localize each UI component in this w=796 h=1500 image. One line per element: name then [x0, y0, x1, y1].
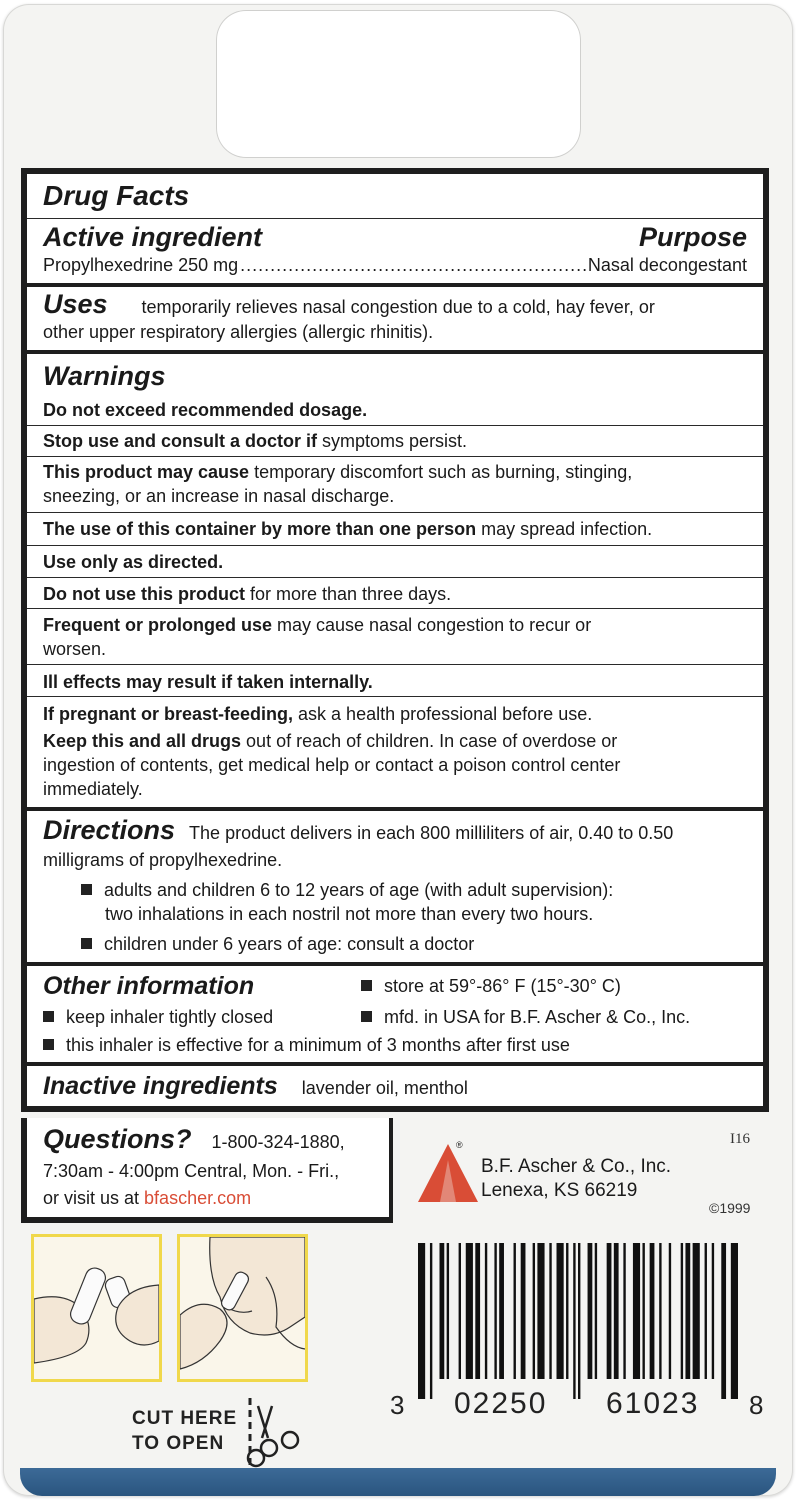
- questions-box: [21, 1118, 393, 1223]
- directions-intro-line2: milligrams of propylhexedrine.: [43, 850, 283, 870]
- barcode-bar: [614, 1243, 619, 1379]
- warning-9-bold: If pregnant or breast-feeding,: [43, 704, 294, 724]
- warning-5: Use only as directed.: [27, 546, 763, 578]
- other-info-mfd: mfd. in USA for B.F. Ascher & Co., Inc.: [384, 1007, 691, 1027]
- barcode-bars: [418, 1243, 738, 1399]
- warning-7-bold: Frequent or prolonged use: [43, 615, 273, 635]
- barcode-bar: [430, 1243, 432, 1399]
- warning-7-line2: worsen.: [43, 639, 107, 659]
- warning-3-text: temporary discomfort such as burning, stinging,: [249, 462, 633, 482]
- warning-6-bold: Do not use this product: [43, 584, 245, 604]
- warning-2-text: symptoms persist.: [317, 431, 468, 451]
- hang-hole: [216, 10, 581, 158]
- company-logo: [416, 1142, 480, 1209]
- barcode-bar: [693, 1243, 700, 1379]
- uncap-inhaler-icon: [34, 1237, 159, 1379]
- bullet-icon: [361, 980, 372, 991]
- warning-2-bold: Stop use and consult a doctor if: [43, 431, 318, 451]
- questions-visit: or visit us at: [43, 1188, 140, 1208]
- warning-10-text: out of reach of children. In case of overdose or: [241, 731, 618, 751]
- barcode-bar: [521, 1243, 526, 1379]
- barcode-bar: [466, 1243, 473, 1379]
- barcode-bar: [633, 1243, 640, 1379]
- barcode-bar: [537, 1243, 544, 1379]
- instruction-pictogram-2: [177, 1234, 308, 1382]
- warning-3: [27, 457, 763, 513]
- directions-section: [27, 811, 763, 966]
- copyright: ©1999: [709, 1200, 751, 1216]
- directions-bullet-1: adults and children 6 to 12 years of age (with adult supervision):: [104, 880, 614, 900]
- other-info-section: [27, 966, 763, 1066]
- barcode-bar: [642, 1243, 644, 1379]
- active-ingredient-heading: Active ingredient: [43, 222, 263, 252]
- barcode-bar: [681, 1243, 683, 1379]
- barcode-left-digit: 3: [390, 1390, 407, 1420]
- leader-dots: [238, 253, 588, 277]
- drug-facts-title: Drug Facts: [43, 180, 190, 211]
- bullet-icon: [43, 1039, 54, 1050]
- purpose-heading: Purpose: [638, 222, 747, 252]
- company-address: [481, 1155, 671, 1203]
- cut-here-line2: TO OPEN: [132, 1433, 225, 1454]
- ingredient-name: Propylhexedrine 250 mg: [43, 255, 239, 275]
- barcode-bar: [459, 1243, 461, 1379]
- barcode-bar: [475, 1243, 480, 1379]
- warning-4-text: may spread infection.: [476, 519, 653, 539]
- inactive-section: [27, 1066, 763, 1106]
- active-ingredient-section: [27, 219, 763, 287]
- barcode-bar: [588, 1243, 593, 1379]
- uses-text-line1: temporarily relieves nasal congestion due to a cold, hay fever, or: [141, 297, 655, 317]
- warning-3-line2: sneezing, or an increase in nasal discharge.: [43, 486, 395, 506]
- inactive-text: lavender oil, menthol: [301, 1078, 468, 1098]
- directions-heading: Directions: [43, 815, 176, 845]
- directions-bullet-2: children under 6 years of age: consult a doctor: [104, 934, 475, 954]
- bullet-icon: [81, 938, 92, 949]
- drug-facts-title-row: [27, 174, 763, 219]
- barcode-bar: [447, 1243, 449, 1379]
- barcode-bar: [669, 1243, 671, 1379]
- scissors-icon[interactable]: [238, 1398, 304, 1470]
- barcode-bar: [485, 1243, 487, 1379]
- other-info-heading: Other information: [43, 972, 255, 1000]
- active-heading-row: [43, 219, 747, 253]
- warning-10-line2: ingestion of contents, get medical help or contact a poison control center: [43, 755, 621, 775]
- warning-2: [27, 426, 763, 457]
- barcode-group-1: 02250: [454, 1387, 548, 1420]
- ingredient-row: [43, 253, 747, 281]
- company-name: B.F. Ascher & Co., Inc.: [481, 1156, 672, 1177]
- barcode-bar: [549, 1243, 551, 1379]
- instruction-pictogram-1: [31, 1234, 162, 1382]
- warning-10-bold: Keep this and all drugs: [43, 731, 242, 751]
- barcode-bar: [650, 1243, 655, 1379]
- barcode-right-digit: 8: [749, 1390, 766, 1420]
- warning-8: Ill effects may result if taken internally.: [27, 665, 763, 697]
- inactive-heading: Inactive ingredients: [43, 1072, 278, 1100]
- barcode-bar: [731, 1243, 738, 1399]
- bullet-icon: [43, 1011, 54, 1022]
- barcode-bar: [494, 1243, 496, 1379]
- cut-here-label: [132, 1406, 237, 1456]
- warning-1: Do not exceed recommended dosage.: [27, 396, 763, 426]
- product-code: I16: [730, 1131, 750, 1147]
- logo-registered-mark: ®: [456, 1140, 463, 1150]
- uses-text-line2: other upper respiratory allergies (allergic rhinitis).: [43, 322, 434, 342]
- barcode: [418, 1243, 738, 1399]
- warning-10-line3: immediately.: [43, 779, 143, 799]
- warning-10: [27, 729, 763, 811]
- drug-facts-panel: [21, 168, 769, 1112]
- barcode-bar: [659, 1243, 661, 1379]
- bottom-strip: [20, 1468, 776, 1496]
- warning-4-bold: The use of this container by more than one person: [43, 519, 477, 539]
- barcode-bar: [557, 1243, 564, 1379]
- barcode-bar: [595, 1243, 597, 1379]
- barcode-bar: [607, 1243, 612, 1379]
- inhale-nostril-icon: [180, 1237, 305, 1379]
- warning-9: [27, 697, 763, 729]
- barcode-bar: [533, 1243, 535, 1379]
- warning-6-text: for more than three days.: [245, 584, 452, 604]
- bullet-icon: [81, 884, 92, 895]
- questions-phone: 1-800-324-1880,: [211, 1132, 345, 1152]
- bullet-icon: [361, 1011, 372, 1022]
- uses-heading: Uses: [43, 289, 108, 319]
- barcode-bar: [418, 1243, 425, 1399]
- ingredient-purpose: Nasal decongestant: [587, 255, 747, 275]
- directions-bullet-1-line2: two inhalations in each nostril not more than every two hours.: [105, 904, 594, 924]
- barcode-bar: [705, 1243, 707, 1379]
- warning-6: [27, 578, 763, 609]
- barcode-bar: [578, 1243, 580, 1399]
- warnings-heading: Warnings: [43, 361, 166, 391]
- other-info-keep-closed: keep inhaler tightly closed: [66, 1007, 274, 1027]
- barcode-bar: [623, 1243, 625, 1379]
- directions-intro: The product delivers in each 800 milliliters of air, 0.40 to 0.50: [189, 823, 674, 843]
- barcode-bar: [439, 1243, 444, 1379]
- other-info-store: store at 59°-86° F (15°-30° C): [384, 976, 621, 996]
- other-info-effective: this inhaler is effective for a minimum of 3 months after first use: [66, 1035, 570, 1055]
- barcode-bar: [685, 1243, 690, 1379]
- questions-url[interactable]: bfascher.com: [144, 1188, 252, 1208]
- cut-here-line1: CUT HERE: [132, 1408, 238, 1429]
- barcode-bar: [499, 1243, 504, 1379]
- logo-triangle-icon: [416, 1142, 480, 1204]
- questions-hours: 7:30am - 4:00pm Central, Mon. - Fri.,: [43, 1161, 340, 1181]
- barcode-bar: [566, 1243, 568, 1379]
- warning-7: [27, 609, 763, 665]
- warning-4: [27, 513, 763, 546]
- barcode-bar: [712, 1243, 714, 1379]
- uses-section: [27, 287, 763, 354]
- barcode-bar: [514, 1243, 516, 1379]
- barcode-group-2: 61023: [606, 1387, 700, 1420]
- questions-heading: Questions?: [43, 1124, 192, 1154]
- company-city: Lenexa, KS 66219: [481, 1180, 638, 1201]
- warning-3-bold: This product may cause: [43, 462, 250, 482]
- warning-7-text: may cause nasal congestion to recur or: [272, 615, 592, 635]
- barcode-bar: [721, 1243, 726, 1399]
- barcode-bar: [573, 1243, 575, 1399]
- warnings-heading-row: [27, 354, 763, 396]
- warning-9-text: ask a health professional before use.: [293, 704, 593, 724]
